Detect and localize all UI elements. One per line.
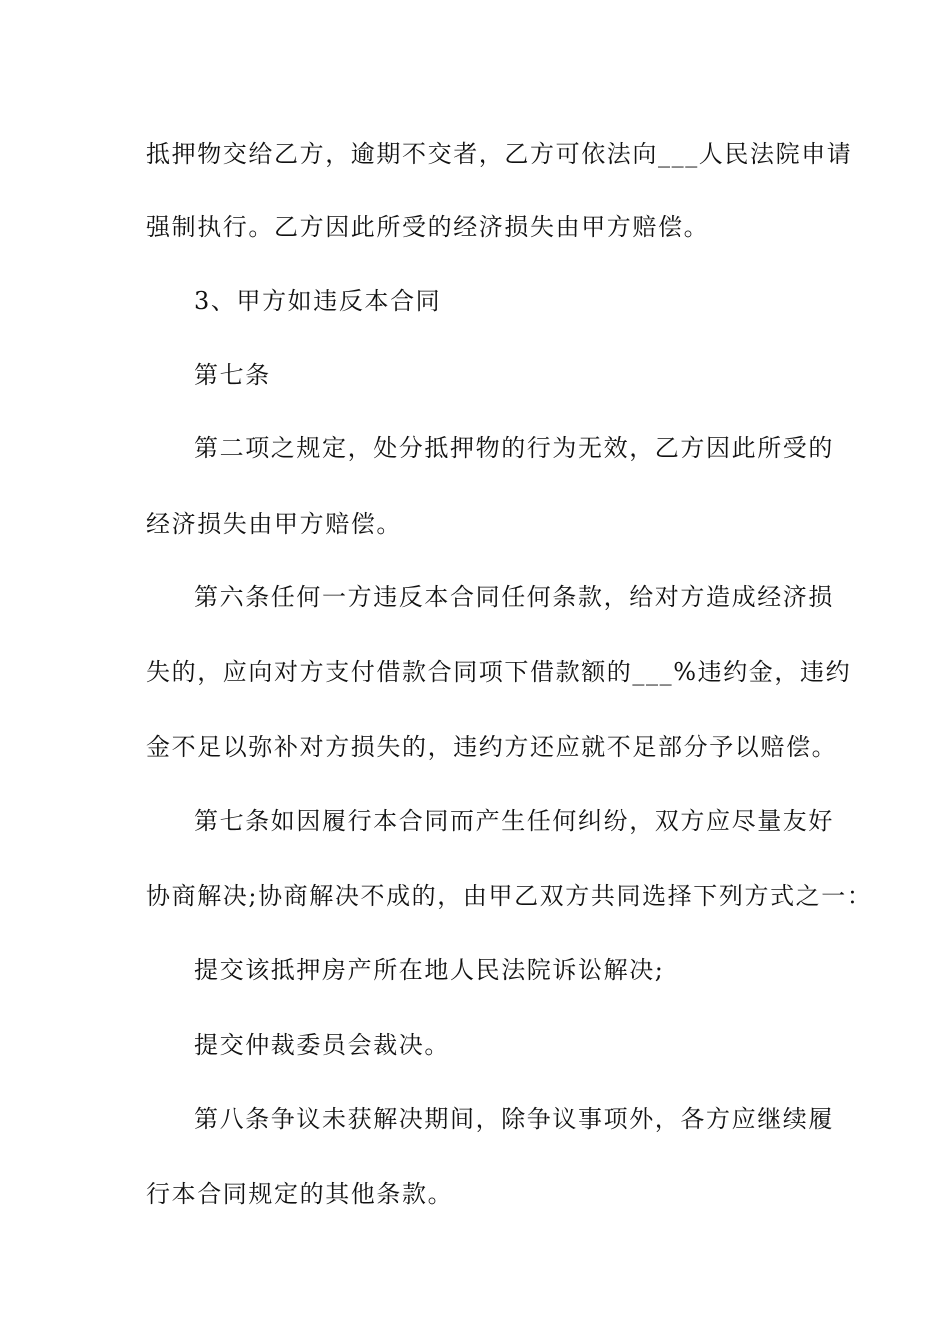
text-line: 失的，应向对方支付借款合同项下借款额的___%违约金，违约: [146, 658, 852, 686]
text-line: 第八条争议未获解决期间，除争议事项外，各方应继续履: [194, 1105, 834, 1133]
text-line: 3、甲方如违反本合同: [194, 287, 442, 315]
text-line: 提交该抵押房产所在地人民法院诉讼解决;: [194, 956, 665, 984]
text-line: 第二项之规定，处分抵押物的行为无效，乙方因此所受的: [194, 434, 834, 462]
text-line: 强制执行。乙方因此所受的经济损失由甲方赔偿。: [146, 213, 710, 241]
text-line: 第七条如因履行本合同而产生任何纠纷，双方应尽量友好: [194, 807, 834, 835]
text-line: 抵押物交给乙方，逾期不交者，乙方可依法向___人民法院申请: [146, 140, 853, 168]
text-line: 协商解决;协商解决不成的，由甲乙双方共同选择下列方式之一：: [146, 882, 873, 910]
text-line: 金不足以弥补对方损失的，违约方还应就不足部分予以赔偿。: [146, 733, 838, 761]
text-line: 行本合同规定的其他条款。: [146, 1180, 454, 1208]
text-line: 第七条: [194, 361, 271, 389]
text-line: 经济损失由甲方赔偿。: [146, 510, 402, 538]
text-line: 提交仲裁委员会裁决。: [194, 1031, 450, 1059]
text-line: 第六条任何一方违反本合同任何条款，给对方造成经济损: [194, 583, 834, 611]
